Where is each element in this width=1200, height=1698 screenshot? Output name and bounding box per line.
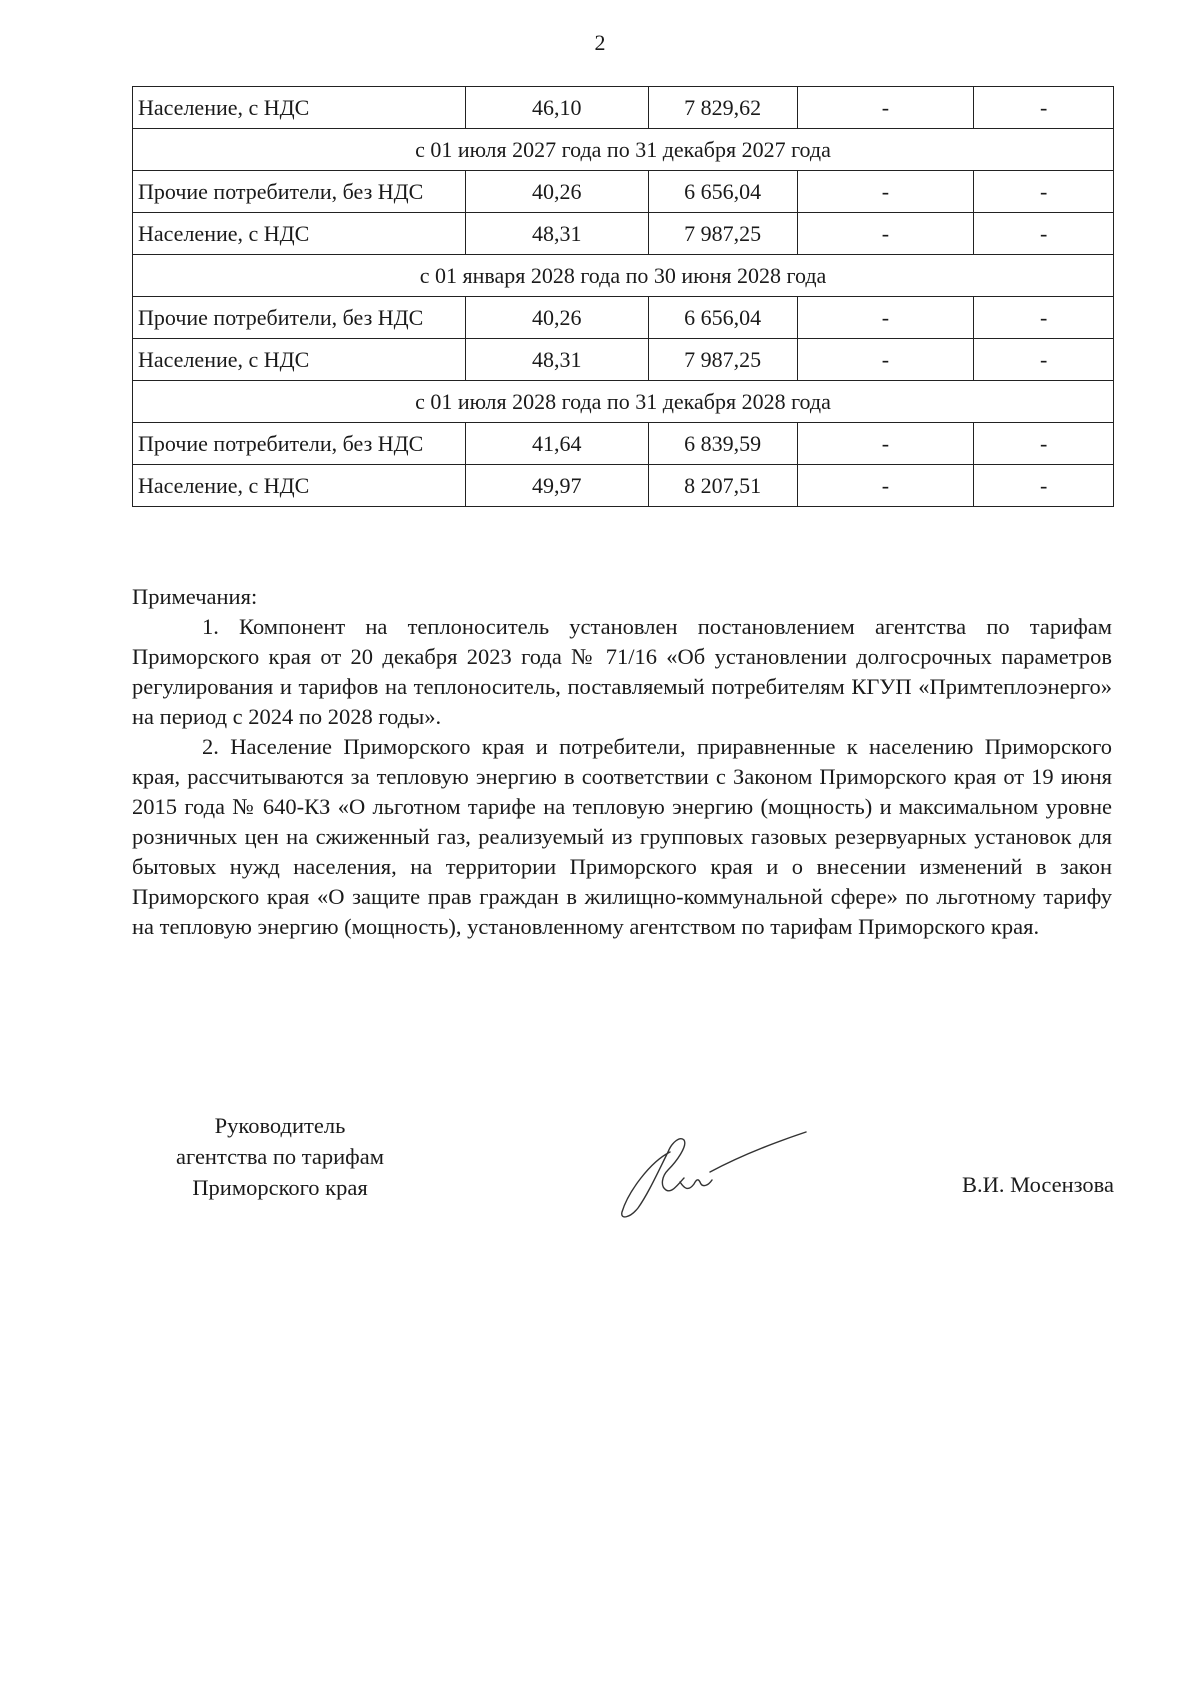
value-cell: - bbox=[797, 423, 974, 465]
table-row bbox=[133, 87, 1114, 129]
period-cell: с 01 июля 2027 года по 31 декабря 2027 года bbox=[133, 129, 1114, 171]
value-cell: 6 839,59 bbox=[648, 423, 797, 465]
signatory-title bbox=[130, 1110, 430, 1203]
row-label-cell: Прочие потребители, без НДС bbox=[133, 297, 466, 339]
value-cell: - bbox=[797, 339, 974, 381]
signatory-title-line: агентства по тарифам bbox=[176, 1144, 384, 1169]
page-number: 2 bbox=[594, 30, 606, 55]
value-cell: - bbox=[974, 423, 1114, 465]
value-cell: - bbox=[974, 297, 1114, 339]
value-cell: 6 656,04 bbox=[648, 171, 797, 213]
signatory-title-line: Руководитель bbox=[214, 1113, 346, 1138]
table-row bbox=[133, 171, 1114, 213]
value-cell: 7 987,25 bbox=[648, 339, 797, 381]
signatory-title-line: Приморского края bbox=[192, 1175, 368, 1200]
value-cell: - bbox=[797, 87, 974, 129]
value-cell: - bbox=[974, 213, 1114, 255]
notes-heading: Примечания: bbox=[132, 584, 258, 609]
value-cell: 7 987,25 bbox=[648, 213, 797, 255]
row-label-cell: Население, с НДС bbox=[133, 213, 466, 255]
note-1: 1. Компонент на теплоноситель установлен постановлением агентства по тарифам Приморского края от 20 декабря 2023 года № 71/16 «Об установлении долгосрочных параметров регулирования и тарифов на теплоноситель, поставляемый потребителям КГУП «Примтеплоэнерго» на период с 2024 по 2028 годы». bbox=[132, 614, 1112, 729]
value-cell: - bbox=[797, 465, 974, 507]
table-row bbox=[133, 423, 1114, 465]
value-cell: 7 829,62 bbox=[648, 87, 797, 129]
value-cell: 46,10 bbox=[465, 87, 648, 129]
table-row bbox=[133, 339, 1114, 381]
notes-section bbox=[132, 582, 1112, 942]
value-cell: - bbox=[974, 465, 1114, 507]
value-cell: 48,31 bbox=[465, 339, 648, 381]
note-2: 2. Население Приморского края и потребители, приравненные к населению Приморского края, рассчитываются за тепловую энергию в соответствии с Законом Приморского края от 19 июня 2015 года № 640-КЗ «О льготном тарифе на тепловую энергию (мощность) и максимальном уровне розничных цен на сжиженный газ, реализуемый из групповых газовых резервуарных установок для бытовых нужд населения, на территории Приморского края и о внесении изменений в закон Приморского края «О защите прав граждан в жилищно-коммунальной сфере» по льготному тарифу на тепловую энергию (мощность), установленному агентством по тарифам Приморского края. bbox=[132, 734, 1112, 939]
value-cell: - bbox=[797, 297, 974, 339]
value-cell: 49,97 bbox=[465, 465, 648, 507]
row-label-cell: Прочие потребители, без НДС bbox=[133, 171, 466, 213]
period-row bbox=[133, 129, 1114, 171]
tariff-table-body bbox=[133, 87, 1114, 507]
value-cell: - bbox=[974, 339, 1114, 381]
value-cell: 40,26 bbox=[465, 171, 648, 213]
tariff-table bbox=[132, 86, 1114, 507]
row-label-cell: Прочие потребители, без НДС bbox=[133, 423, 466, 465]
period-cell: с 01 января 2028 года по 30 июня 2028 года bbox=[133, 255, 1114, 297]
value-cell: - bbox=[974, 171, 1114, 213]
table-row bbox=[133, 297, 1114, 339]
handwritten-signature-icon bbox=[610, 1122, 810, 1222]
period-row bbox=[133, 381, 1114, 423]
row-label-cell: Население, с НДС bbox=[133, 465, 466, 507]
period-cell: с 01 июля 2028 года по 31 декабря 2028 года bbox=[133, 381, 1114, 423]
value-cell: - bbox=[797, 213, 974, 255]
period-row bbox=[133, 255, 1114, 297]
value-cell: - bbox=[797, 171, 974, 213]
value-cell: 40,26 bbox=[465, 297, 648, 339]
value-cell: 8 207,51 bbox=[648, 465, 797, 507]
row-label-cell: Население, с НДС bbox=[133, 87, 466, 129]
value-cell: 48,31 bbox=[465, 213, 648, 255]
table-row bbox=[133, 213, 1114, 255]
value-cell: 6 656,04 bbox=[648, 297, 797, 339]
row-label-cell: Население, с НДС bbox=[133, 339, 466, 381]
value-cell: 41,64 bbox=[465, 423, 648, 465]
table-row bbox=[133, 465, 1114, 507]
signer-name: В.И. Мосензова bbox=[962, 1172, 1114, 1197]
value-cell: - bbox=[974, 87, 1114, 129]
